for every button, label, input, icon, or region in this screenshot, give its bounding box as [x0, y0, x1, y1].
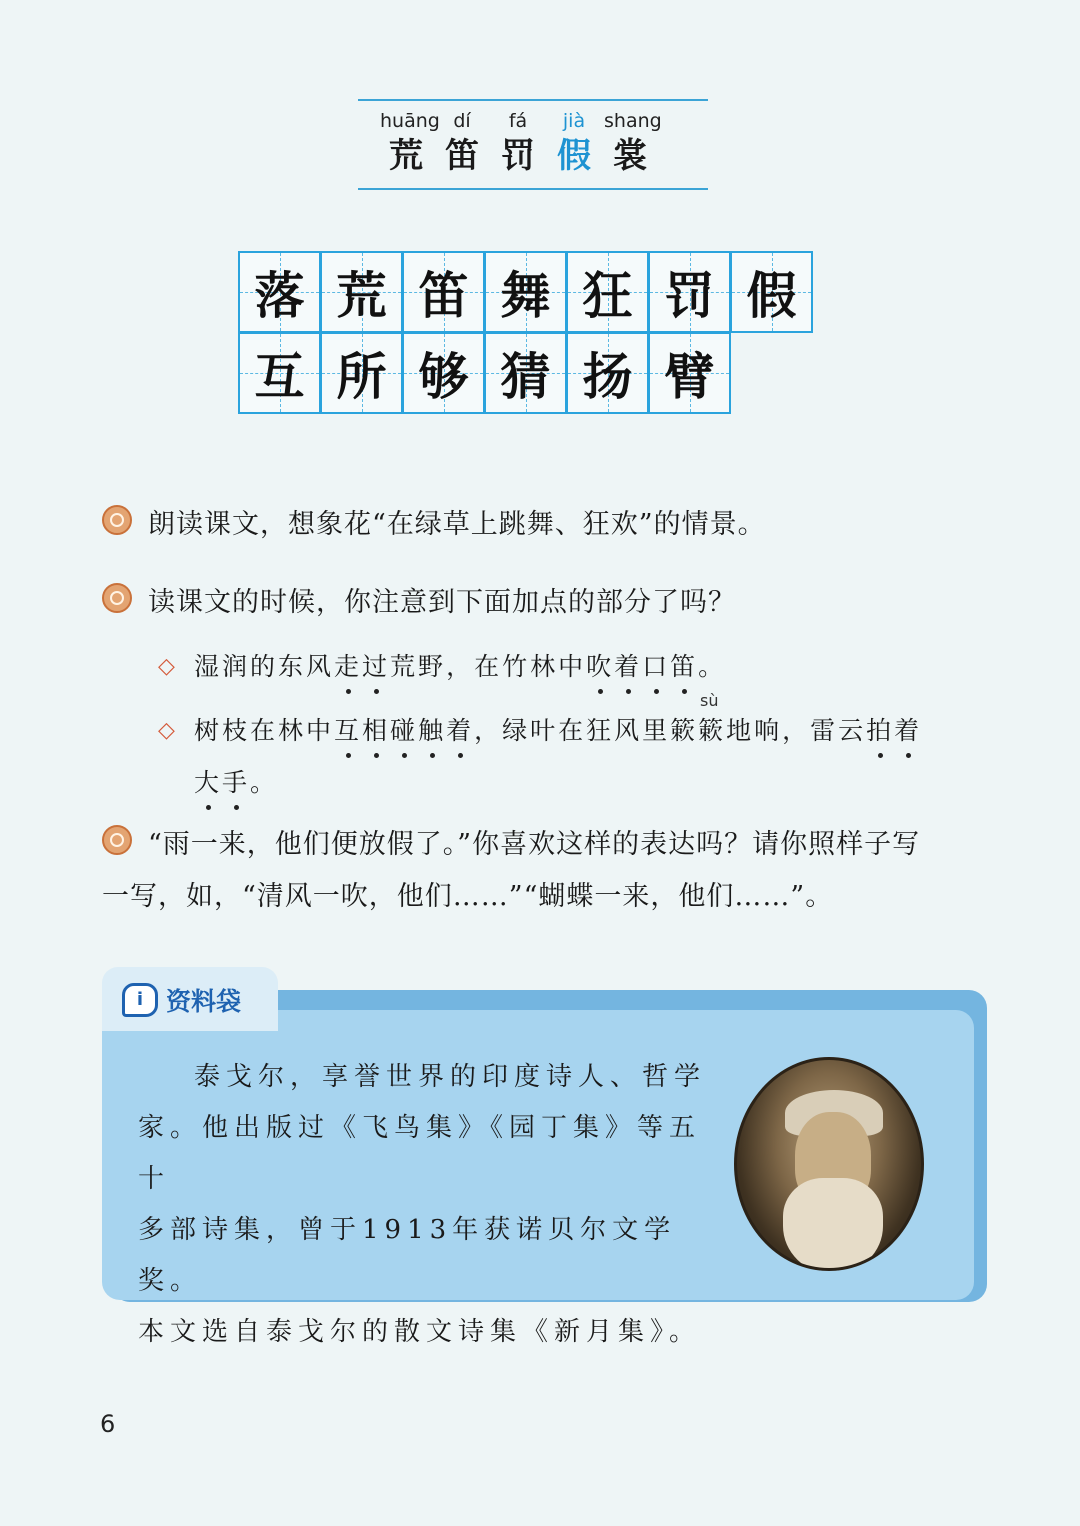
grid-cell [402, 251, 485, 333]
title-char [548, 108, 600, 178]
portrait-beard [783, 1178, 883, 1271]
sentence-segment: ，在竹林中 [446, 652, 587, 681]
grid-character: 落 [254, 266, 305, 325]
grid-cell [566, 251, 649, 333]
emphasis-dot-char: 口 [642, 636, 670, 698]
exercise-1-text: 朗读课文，想象花“在绿草上跳舞、狂欢”的情景。 [148, 509, 766, 540]
emphasis-dot-char: 吹 [586, 636, 614, 698]
emphasis-dot-char: 大 [194, 752, 222, 814]
grid-character: 假 [746, 266, 797, 325]
sentence-segment: 。 [250, 768, 279, 797]
emphasis-dot-char: 着 [446, 700, 474, 762]
emphasis-dot-char: 走 [334, 636, 362, 698]
info-box-title: 资料袋 [166, 987, 242, 1016]
emphasis-dot-char: 相 [362, 700, 390, 762]
sentence-segment: ，绿叶在狂风里簌簌地响，雷云 [474, 716, 867, 745]
pinyin-annotation: sù [700, 691, 719, 710]
grid-character: 猜 [500, 347, 551, 406]
info-icon: i [122, 983, 158, 1017]
grid-cell [320, 332, 403, 414]
info-line: 多部诗集，曾于1913年获诺贝尔文学奖。 [138, 1215, 677, 1296]
sentence-segment: 。 [698, 652, 727, 681]
exercise-3-line-1: “雨一来，他们便放假了。”你喜欢这样的表达吗？请你照样子写 [148, 829, 921, 860]
page-number: 6 [100, 1410, 116, 1438]
exercise-3-text [102, 819, 921, 923]
emphasis-dot-char: 拍 [866, 700, 894, 762]
tagore-portrait [734, 1057, 924, 1271]
exercise-2-item-1-text [194, 636, 726, 698]
emphasis-dot-char: 过 [362, 636, 390, 698]
grid-character: 罚 [664, 266, 715, 325]
grid-character: 所 [336, 347, 387, 406]
grid-character: 笛 [418, 266, 469, 325]
title-pinyin: dí [453, 110, 471, 132]
grid-cell [320, 251, 403, 333]
exercise-3-line-2: 一写，如，“清风一吹，他们……”“蝴蝶一来，他们……”。 [102, 881, 834, 912]
title-hanzi: 裳 [613, 136, 647, 176]
exercise-2-item-2-text [194, 700, 922, 762]
diamond-bullet-icon: ◇ [158, 718, 178, 743]
grid-cell [484, 332, 567, 414]
sentence-segment: 荒野 [390, 652, 447, 681]
exercise-2-text: 读课文的时候，你注意到下面加点的部分了吗？ [148, 587, 736, 618]
exercise-bullet-icon [102, 583, 132, 613]
title-char [492, 108, 544, 178]
grid-character: 荒 [336, 266, 387, 325]
character-writing-grid [238, 251, 812, 413]
grid-cell [238, 332, 321, 414]
grid-cell [238, 251, 321, 333]
grid-cell [648, 251, 731, 333]
info-box-text [138, 1052, 708, 1358]
title-rule-top [358, 99, 708, 101]
grid-row-2 [238, 332, 812, 413]
title-char [436, 108, 488, 178]
emphasis-dot-char: 着 [614, 636, 642, 698]
title-hanzi: 笛 [445, 136, 479, 176]
emphasis-dot-char: 触 [418, 700, 446, 762]
grid-cell [566, 332, 649, 414]
title-pinyin: jià [562, 110, 586, 132]
title-char [380, 108, 440, 178]
grid-character: 互 [254, 347, 305, 406]
emphasis-dot-char: 互 [334, 700, 362, 762]
diamond-bullet-icon: ◇ [158, 654, 178, 679]
emphasis-dot-char: 着 [894, 700, 922, 762]
exercise-bullet-icon [102, 825, 132, 855]
info-line: 家。他出版过《飞鸟集》《园丁集》等五十 [138, 1113, 702, 1194]
title-pinyin: shang [604, 110, 662, 132]
exercise-bullet-icon [102, 505, 132, 535]
grid-character: 够 [418, 347, 469, 406]
info-box-header [122, 982, 241, 1018]
title-char [604, 108, 662, 178]
exercise-2-item-2-continuation [194, 752, 278, 814]
emphasis-dot-char: 碰 [390, 700, 418, 762]
info-line: 本文选自泰戈尔的散文诗集《新月集》。 [138, 1317, 702, 1347]
exercise-2 [102, 577, 736, 629]
grid-character: 臂 [664, 347, 715, 406]
grid-character: 狂 [582, 266, 633, 325]
grid-cell [648, 332, 731, 414]
info-line: 泰戈尔，享誉世界的印度诗人、哲学 [194, 1062, 707, 1092]
grid-cell [402, 332, 485, 414]
title-pinyin: fá [508, 110, 528, 132]
title-hanzi: 罚 [501, 136, 535, 176]
emphasis-dot-char: 手 [222, 752, 250, 814]
lesson-title [380, 108, 662, 178]
grid-character: 扬 [582, 347, 633, 406]
grid-cell [484, 251, 567, 333]
exercise-2-item-2-cont-text [194, 752, 278, 814]
title-hanzi: 荒 [389, 136, 423, 176]
exercise-1 [102, 499, 766, 551]
grid-character: 舞 [500, 266, 551, 325]
title-hanzi: 假 [557, 136, 591, 176]
title-pinyin: huāng [380, 110, 440, 132]
emphasis-dot-char: 笛 [670, 636, 698, 698]
grid-cell [730, 251, 813, 333]
exercise-3 [102, 819, 920, 923]
sentence-segment: 湿润的东风 [194, 652, 335, 681]
sentence-segment: 树枝在林中 [194, 716, 335, 745]
title-rule-bottom [358, 188, 708, 190]
exercise-2-item-1 [158, 636, 726, 698]
grid-row-1 [238, 251, 812, 332]
